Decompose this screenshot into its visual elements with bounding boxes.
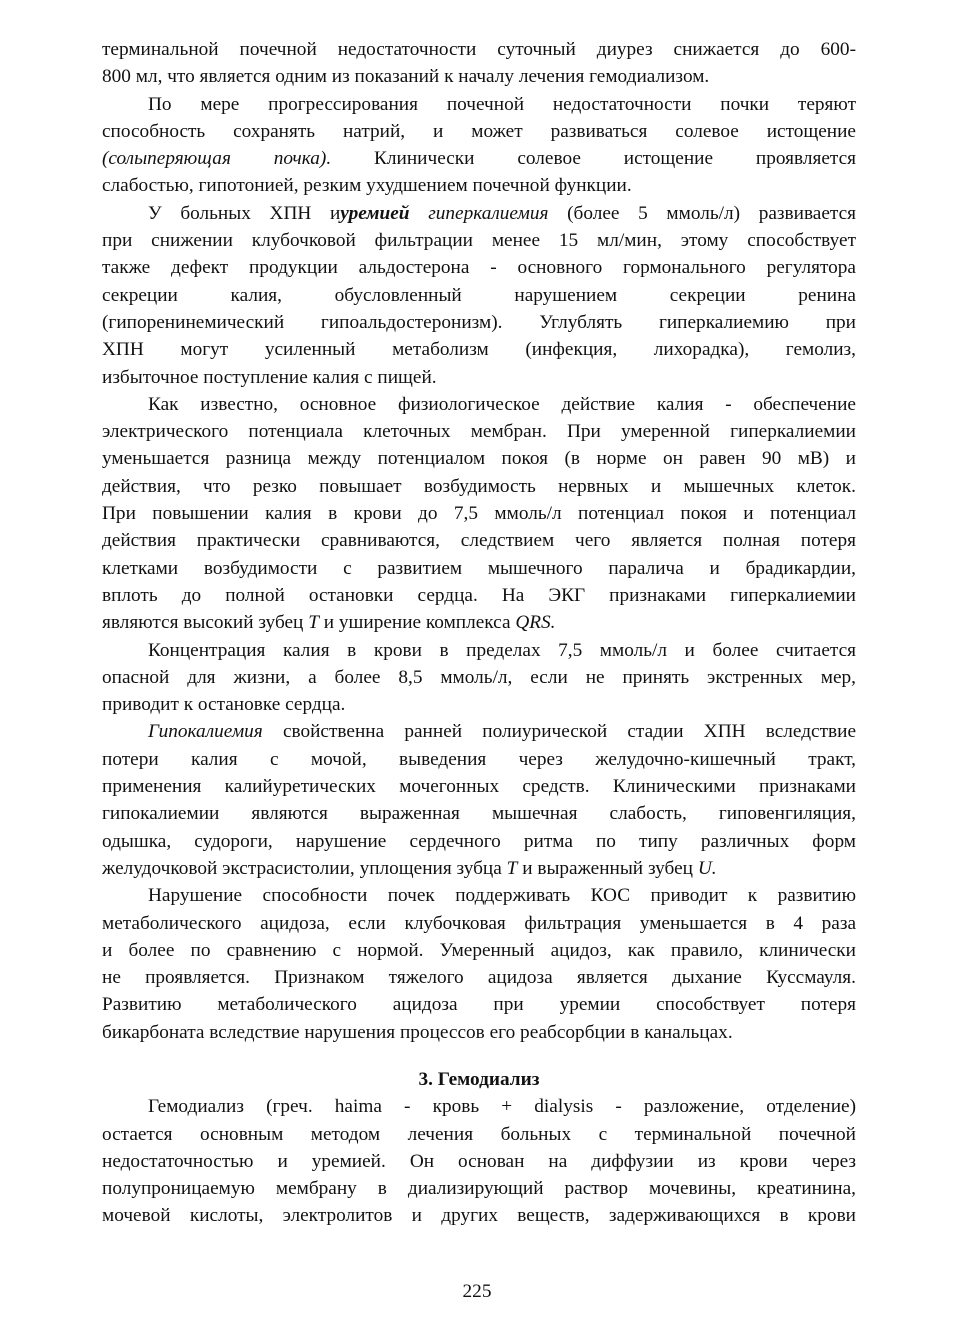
text-run: желудочковой экстрасистолии, уплощения зубца [102, 857, 507, 879]
text-line: полупроницаемую мембрану в диализирующий раствор мочевины, креатинина, [102, 1178, 856, 1200]
text-line: недостаточностью и уремией. Он основан на диффузии из крови через [102, 1150, 856, 1172]
italic-term: QRS. [515, 612, 556, 634]
text-line: и более по сравнению с нормой. Умеренный ацидоз, как правило, клинически [102, 939, 856, 961]
text-line: слабостью, гипотонией, резким ухудшением почечной функции. [102, 175, 632, 197]
text-line: гипокалиемии являются выраженная мышечная слабость, гиповенгиляция, [102, 803, 856, 825]
text-line: бикарбоната вследствие нарушения процессов его реабсорбции в канальцах. [102, 1021, 733, 1043]
text-run [410, 203, 429, 224]
text-line: метаболического ацидоза, если клубочковая фильтрация уменьшается в 4 раза [102, 912, 856, 934]
section-heading: 3. Гемодиализ [418, 1068, 540, 1090]
text-run: являются высокий зубец [102, 612, 309, 634]
page-body [102, 36, 856, 1230]
text-line: клетками возбудимости с развитием мышечного паралича и брадикардии, [102, 557, 856, 579]
text-line: Развитию метаболического ацидоза при уремии способствует потеря [102, 994, 856, 1016]
text-run: свойственна ранней полиурической стадии ХПН вследствие [262, 721, 856, 743]
page-number: 225 [462, 1281, 492, 1302]
text-line: приводит к остановке сердца. [102, 694, 346, 716]
paragraph [102, 200, 856, 391]
text-line: также дефект продукции альдостерона - основного гормонального регулятора [102, 257, 856, 279]
text-line: остается основным методом лечения больных с терминальной почечной [102, 1123, 856, 1145]
text-line: мочевой кислоты, электролитов и других веществ, задерживающихся в крови [102, 1205, 856, 1227]
text-line: действия практически сравниваются, следствием чего является полная потеря [102, 530, 856, 552]
text-line: секреции калия, обусловленный нарушением секреции ренина [102, 284, 856, 306]
text-line: применения калийуретических мочегонных средств. Клиническими признаками [102, 776, 856, 798]
text-run: (более 5 ммоль/л) развивается [548, 202, 856, 224]
text-line: действия, что резко повышает возбудимость нервных и мышечных клеток. [102, 475, 856, 497]
text-line: уменьшается разница между потенциалом покоя (в норме он равен 90 мВ) и [102, 448, 856, 470]
text-line: одышка, судороги, нарушение сердечного ритма по типу различных форм [102, 830, 856, 852]
italic-term: (солыперяющая почка). [102, 148, 332, 170]
text-line: опасной для жизни, а более 8,5 ммоль/л, если не принять экстренных мер, [102, 666, 856, 688]
text-line: 800 мл, что является одним из показаний к началу лечения гемодиализом. [102, 66, 710, 88]
italic-term: Т [308, 612, 319, 634]
text-line [102, 609, 856, 636]
text-line: При повышении калия в крови до 7,5 ммоль/л потенциал покоя и потенциал [102, 503, 856, 525]
paragraph [102, 391, 856, 637]
text-line: Нарушение способности почек поддерживать КОС приводит к развитию [148, 885, 856, 907]
text-line: способность сохранять натрий, и может развиваться солевое истощение [102, 120, 856, 142]
text-line: при снижении клубочковой фильтрации менее 15 мл/мин, этому способствует [102, 230, 856, 252]
text-line: терминальной почечной недостаточности суточный диурез снижается до 600- [102, 39, 856, 60]
text-line: По мере прогрессирования почечной недостаточности почки теряют [148, 93, 856, 115]
italic-term: U. [697, 857, 717, 879]
text-run: У больных ХПН и [148, 202, 341, 224]
text-line: избыточное поступление калия с пищей. [102, 366, 437, 388]
text-line: Как известно, основное физиологическое действие калия - обеспечение [148, 393, 856, 415]
text-line [102, 145, 856, 172]
italic-term: Гипокалиемия [148, 721, 263, 743]
text-run: и уширение комплекса [318, 612, 516, 634]
italic-term: гиперкалиемия [428, 202, 549, 224]
text-line [102, 718, 856, 745]
paragraph [102, 637, 856, 719]
text-line: потери калия с мочой, выведения через желудочно-кишечный тракт, [102, 748, 856, 770]
bold-italic-term: уремией [340, 202, 410, 224]
text-run: и выраженный зубец [517, 857, 698, 879]
text-line [102, 200, 856, 227]
text-line: Концентрация калия в крови в пределах 7,5 ммоль/л и более считается [148, 639, 856, 661]
text-line: электрического потенциала клеточных мембран. При умеренной гиперкалиемии [102, 421, 856, 443]
paragraph [102, 882, 856, 1046]
paragraph [102, 1093, 856, 1229]
text-line: ХПН могут усиленный метаболизм (инфекция, лихорадка), гемолиз, [102, 339, 856, 361]
text-line: вплоть до полной остановки сердца. На ЭКГ признаками гиперкалиемии [102, 584, 856, 606]
paragraph [102, 91, 856, 200]
text-line: не проявляется. Признаком тяжелого ацидоза является дыхание Куссмауля. [102, 967, 856, 989]
text-line: Гемодиализ (греч. haima - кровь + dialysis - разложение, отделение) [148, 1096, 856, 1118]
text-line: (гипоренинемический гипоальдостеронизм). Углублять гиперкалиемию при [102, 311, 856, 333]
text-run: Клинически солевое истощение проявляется [331, 148, 856, 170]
italic-term: Т [506, 857, 518, 879]
paragraph [102, 36, 856, 91]
text-line [102, 855, 856, 882]
paragraph [102, 718, 856, 882]
